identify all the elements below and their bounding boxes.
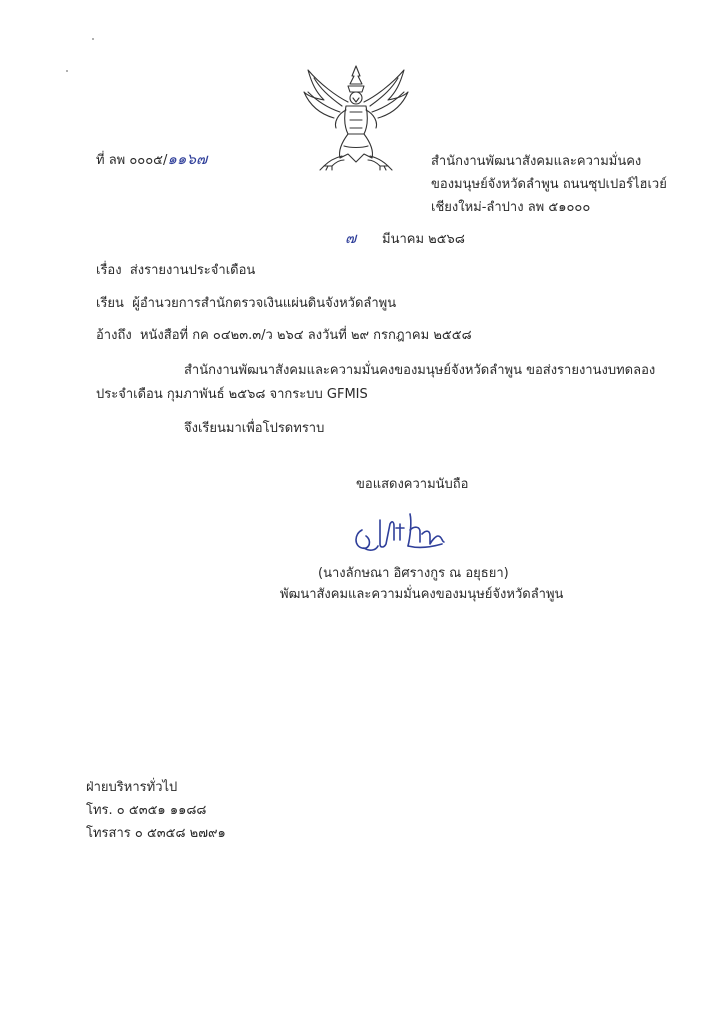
document-number-handwritten: ๑๑๖๗	[167, 150, 208, 168]
recipient-label: เรียน	[96, 296, 124, 311]
signature-icon	[350, 500, 460, 556]
closing-salutation: ขอแสดงความนับถือ	[356, 477, 469, 492]
subject-text: ส่งรายงานประจำเดือน	[129, 263, 256, 278]
document-number-prefix: ที่ ลพ ๐๐๐๕/	[96, 153, 168, 168]
scan-speck	[92, 38, 94, 40]
footer-fax: โทรสาร ๐ ๕๓๕๘ ๒๗๙๑	[86, 826, 226, 841]
garuda-emblem-icon	[298, 62, 414, 174]
signer-name: (นางลักษณา อิศรางกูร ณ อยุธยา)	[318, 566, 509, 581]
office-address-line-1: สำนักงานพัฒนาสังคมและความมั่นคง	[431, 154, 642, 169]
subject-line	[96, 263, 255, 279]
reference-text: หนังสือที่ กค ๐๔๒๓.๓/ว ๒๖๔ ลงวันที่ ๒๙ กรกฎาคม ๒๕๕๘	[139, 328, 472, 343]
date-day-handwritten: ๗	[345, 229, 357, 247]
recipient-text: ผู้อำนวยการสำนักตรวจเงินแผ่นดินจังหวัดลำพูน	[132, 296, 397, 311]
date-month-year: มีนาคม ๒๕๖๘	[382, 232, 465, 247]
subject-label: เรื่อง	[96, 263, 122, 278]
body-paragraph-1-line-1: สำนักงานพัฒนาสังคมและความมั่นคงของมนุษย์จังหวัดลำพูน ขอส่งรายงานงบทดลอง	[184, 363, 656, 378]
reference-label: อ้างถึง	[96, 328, 132, 343]
body-paragraph-2: จึงเรียนมาเพื่อโปรดทราบ	[184, 421, 325, 436]
footer-phone: โทร. ๐ ๕๓๕๑ ๑๑๘๘	[86, 803, 207, 818]
recipient-line	[96, 296, 396, 312]
document-number	[96, 151, 207, 169]
body-paragraph-1-line-2: ประจำเดือน กุมภาพันธ์ ๒๕๖๘ จากระบบ GFMIS	[96, 387, 368, 402]
office-address-line-2: ของมนุษย์จังหวัดลำพูน ถนนซุปเปอร์ไฮเวย์	[431, 177, 667, 192]
signer-title: พัฒนาสังคมและความมั่นคงของมนุษย์จังหวัดลำพูน	[280, 587, 564, 602]
reference-line	[96, 328, 472, 344]
office-address-line-3: เชียงใหม่-ลำปาง ลพ ๕๑๐๐๐	[431, 200, 591, 215]
scan-speck	[66, 70, 68, 72]
footer-department: ฝ่ายบริหารทั่วไป	[86, 780, 178, 795]
